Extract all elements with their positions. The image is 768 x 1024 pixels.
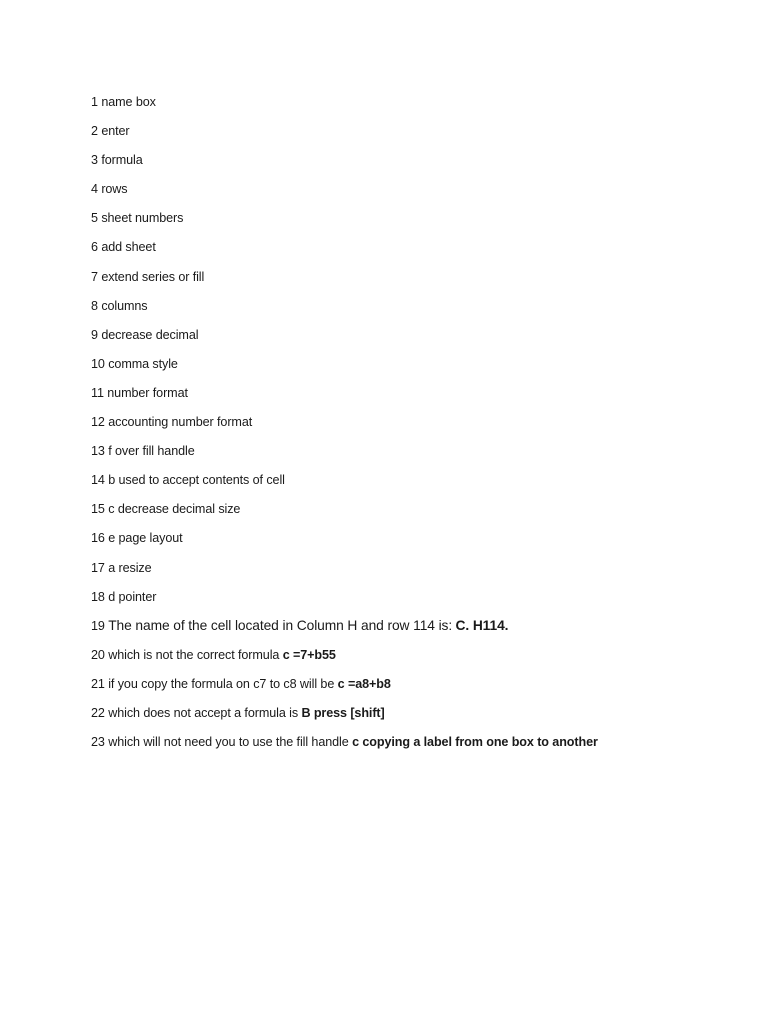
line-text: rows	[101, 182, 128, 197]
line-number: 19	[91, 618, 105, 633]
answer-line-16	[91, 529, 598, 558]
line-text: sheet numbers	[101, 211, 184, 226]
line-number: 8	[91, 298, 98, 313]
line-number: 15	[91, 502, 105, 517]
line-number: 2	[91, 124, 98, 139]
line-text: extend series or fill	[101, 269, 205, 284]
line-text: formula	[101, 153, 143, 168]
line-number: 10	[91, 356, 105, 371]
line-number: 12	[91, 415, 105, 430]
answer-line-21	[91, 675, 598, 704]
line-number: 13	[91, 444, 105, 459]
answer-line-1	[91, 93, 598, 122]
answer-line-3	[91, 151, 598, 180]
line-number: 11	[91, 385, 104, 400]
line-text: number format	[107, 385, 188, 400]
line-answer: c =a8+b8	[337, 676, 391, 691]
answer-line-6	[91, 238, 598, 267]
line-text: e page layout	[108, 531, 183, 546]
answer-line-10	[91, 355, 598, 384]
answer-line-23	[91, 733, 598, 762]
line-number: 7	[91, 269, 98, 284]
line-text: name box	[101, 95, 156, 109]
answer-line-4	[91, 180, 598, 209]
answer-line-7	[91, 268, 598, 297]
answer-list	[91, 93, 598, 762]
line-number: 17	[91, 560, 105, 575]
line-answer: c =7+b55	[282, 647, 336, 662]
answer-line-2	[91, 122, 598, 151]
line-number: 16	[91, 531, 105, 546]
answer-line-11	[91, 384, 598, 413]
line-text: columns	[101, 298, 148, 313]
line-number: 9	[91, 327, 98, 342]
line-number: 6	[91, 240, 98, 255]
line-number: 20	[91, 647, 105, 662]
line-answer: c copying a label from one box to another	[352, 735, 598, 750]
answer-line-15	[91, 500, 598, 529]
line-number: 21	[91, 676, 105, 691]
line-text: which is not the correct formula	[108, 647, 280, 662]
answer-line-20	[91, 646, 598, 675]
line-text: accounting number format	[108, 415, 253, 430]
line-text: if you copy the formula on c7 to c8 will be	[108, 676, 335, 691]
answer-line-8	[91, 297, 598, 326]
answer-line-17	[91, 559, 598, 588]
line-text: c decrease decimal size	[108, 502, 241, 517]
answer-line-19	[91, 617, 598, 646]
answer-line-18	[91, 588, 598, 617]
answer-line-5	[91, 209, 598, 238]
line-text: enter	[101, 124, 130, 139]
line-answer: B press [shift]	[301, 705, 385, 720]
line-text: decrease decimal	[101, 327, 199, 342]
line-text: a resize	[108, 560, 152, 575]
line-number: 1	[91, 95, 98, 109]
line-text: which does not accept a formula is	[108, 705, 299, 720]
line-text: The name of the cell located in Column H and row 114 is:	[108, 617, 453, 633]
line-number: 14	[91, 473, 105, 488]
line-number: 23	[91, 735, 105, 750]
answer-line-9	[91, 326, 598, 355]
line-answer: C. H114.	[455, 617, 509, 633]
line-text: comma style	[108, 356, 178, 371]
line-text: add sheet	[101, 240, 156, 255]
answer-line-12	[91, 413, 598, 442]
line-number: 22	[91, 705, 105, 720]
line-text: which will not need you to use the fill handle	[108, 735, 349, 750]
answer-line-13	[91, 442, 598, 471]
answer-line-14	[91, 471, 598, 500]
answer-line-22	[91, 704, 598, 733]
line-text: d pointer	[108, 589, 157, 604]
line-text: b used to accept contents of cell	[108, 473, 285, 488]
line-number: 4	[91, 182, 98, 197]
line-number: 18	[91, 589, 105, 604]
line-text: f over fill handle	[108, 444, 195, 459]
line-number: 5	[91, 211, 98, 226]
line-number: 3	[91, 153, 98, 168]
